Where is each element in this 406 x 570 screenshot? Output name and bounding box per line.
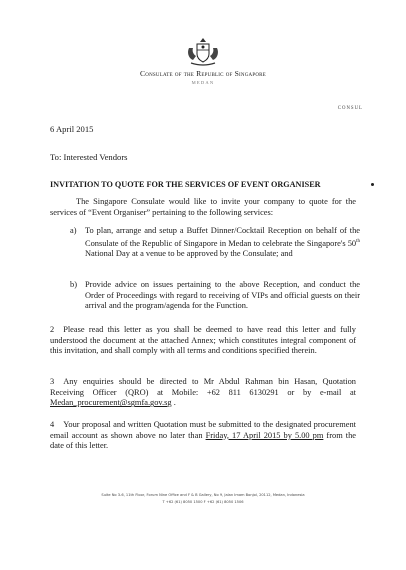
office-label: CONSUL [337, 106, 363, 111]
letter-date: 6 April 2015 [50, 124, 94, 134]
letterhead-subtitle: MEDAN [191, 80, 215, 85]
item-a-label: a) [70, 226, 77, 235]
letter-title: INVITATION TO QUOTE FOR THE SERVICES OF EVENT ORGANISER [50, 180, 321, 189]
item-a-text-part1: To plan, arrange and setup a Buffet Dinner/Cocktail Reception on behalf of the Consulate of the Republic of Singapore in Medan to celebrate the Singapore's 50 [85, 226, 360, 248]
paragraph-4-end: from the date of this letter. [50, 430, 356, 451]
paragraph-4-number: 4 [50, 420, 55, 429]
coat-of-arms-icon [183, 36, 223, 68]
submission-deadline: Friday, 17 April 2015 by 5.00 pm [205, 430, 324, 440]
paragraph-2-text: Please read this letter as you shall be deemed to have read this letter and fully understood the document at the attached Annex; which constitutes integral component of this invitation, and shall comply with all terms and conditions specified therein. [50, 325, 356, 356]
procurement-email-link[interactable]: Medan_procurement@sgmfa.gov.sg [50, 398, 172, 408]
paragraph-3-number: 3 [50, 377, 55, 386]
item-b-text: Provide advice on issues pertaining to the above Reception, and conduct the Order of Proceedings with regard to receiving of VIPs and official guests on their arrival and the program/agenda for the Function. [85, 280, 360, 311]
paragraph-4 [50, 420, 356, 452]
paragraph-3 [50, 377, 356, 409]
footer-address: Suite No 3-6, 11th Floor, Forum Nine Office and F & B Gallery, No 9, Jalan Imam Bonjol, 20112, Medan, Indonesia [101, 493, 305, 497]
paragraph-2-number: 2 [50, 325, 55, 334]
addressee: To: Interested Vendors [50, 152, 128, 162]
margin-mark [371, 183, 374, 186]
list-item-b [70, 280, 360, 312]
list-item-a [70, 226, 360, 260]
item-a-text-part2: National Day at a venue to be approved by the Consulate; and [85, 248, 293, 258]
paragraph-2 [50, 325, 356, 357]
item-a-superscript: th [356, 238, 360, 244]
paragraph-3-end: . [171, 398, 176, 408]
intro-paragraph [50, 197, 356, 218]
letterhead-title: Consulate of the Republic of Singapore [140, 69, 266, 78]
item-b-label: b) [70, 280, 77, 289]
intro-text: The Singapore Consulate would like to invite your company to quote for the services of “Event Organiser” pertaining to the following services: [50, 197, 356, 217]
item-a-text [85, 226, 360, 260]
paragraph-4-text: Your proposal and written Quotation must be submitted to the designated procurement email account as shown above no later than [50, 420, 356, 440]
paragraph-3-text: Any enquiries should be directed to Mr Abdul Rahman bin Hasan, Quotation Receiving Officer (QRO) at Mobile: +62 811 6130291 or by e-mail at [50, 377, 356, 397]
footer-phones: T +62 (61) 8050 1500 F +62 (61) 8050 1506 [162, 500, 244, 504]
